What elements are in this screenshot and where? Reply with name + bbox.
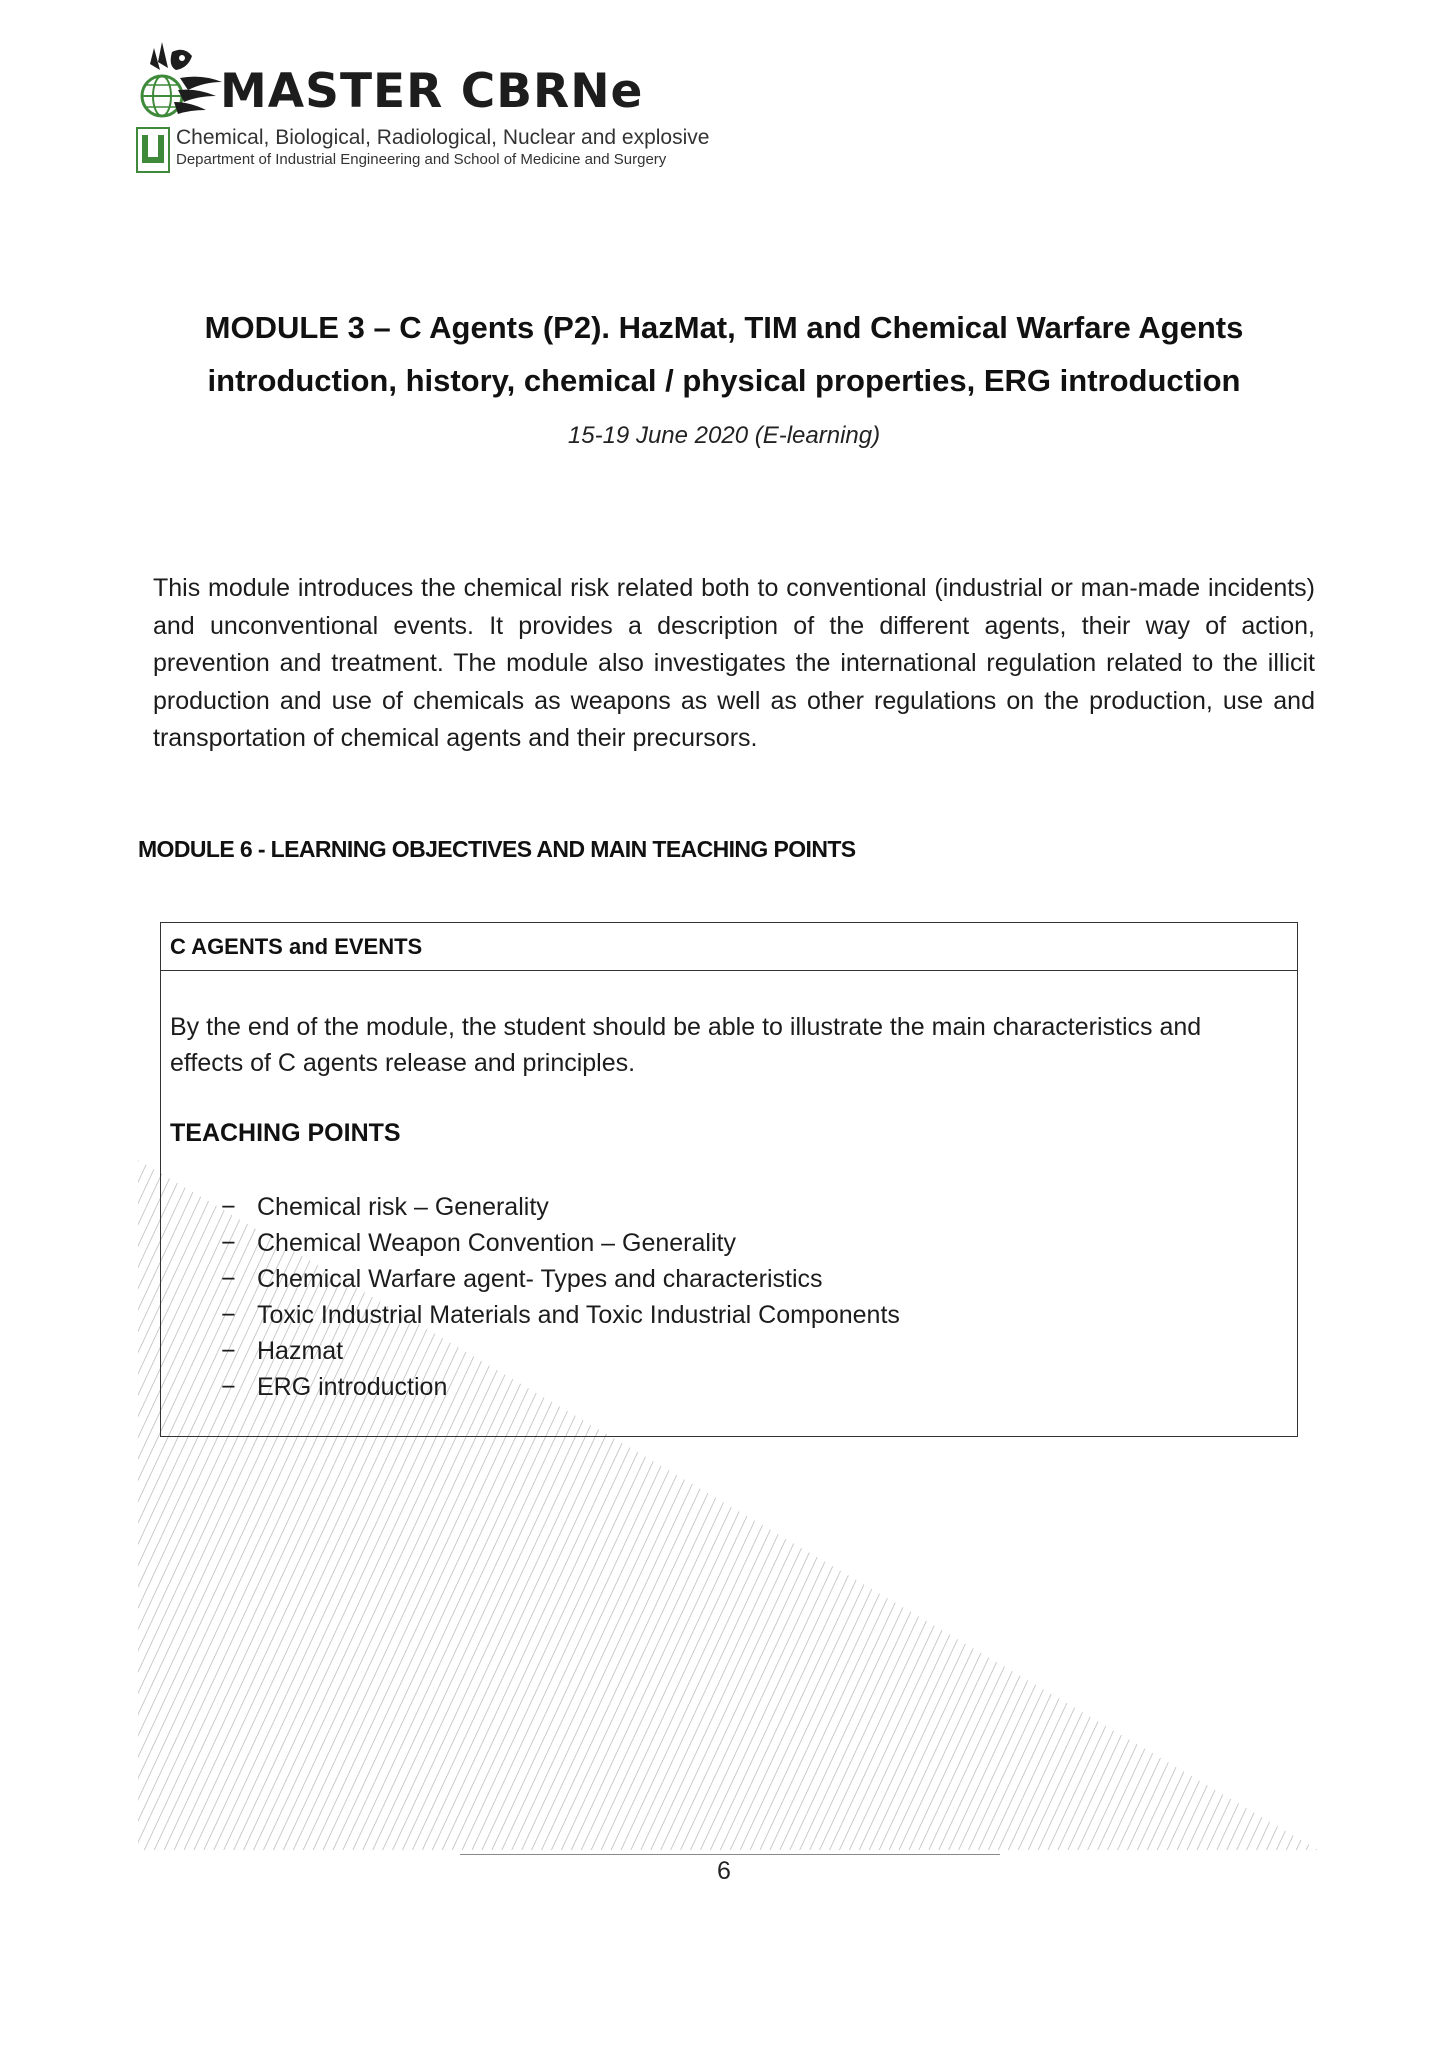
logo-subtitle-line2: Department of Industrial Engineering and School of Medicine and Surgery bbox=[176, 151, 667, 168]
teaching-point-text: Chemical Warfare agent- Types and characteristics bbox=[257, 1265, 823, 1293]
document-date: 15-19 June 2020 (E-learning) bbox=[567, 422, 881, 449]
teaching-point-text: Toxic Industrial Materials and Toxic Industrial Components bbox=[257, 1301, 900, 1329]
bullet-marker: − bbox=[221, 1337, 236, 1365]
teaching-point-text: Chemical Weapon Convention – Generality bbox=[257, 1229, 736, 1257]
box-description: By the end of the module, the student should be able to illustrate the main characteristics and effects of C agents release and principles. bbox=[170, 1013, 1202, 1077]
page-number: 6 bbox=[717, 1857, 731, 1885]
teaching-points-heading: TEACHING POINTS bbox=[170, 1119, 401, 1147]
bullet-marker: − bbox=[221, 1373, 236, 1401]
bullet-marker: − bbox=[221, 1193, 236, 1221]
teaching-point-item bbox=[221, 1369, 900, 1405]
intro-paragraph: This module introduces the chemical risk related both to conventional (industrial or man-made incidents) and unconventional events. It provides a description of the different agents, their way of action, prevention and treatment. The module also investigates the international regulation related to the illicit production and use of chemicals as weapons as well as other regulations on the production, use and transportation of chemical agents and their precursors. bbox=[153, 574, 1315, 752]
teaching-point-text: Hazmat bbox=[257, 1337, 344, 1365]
master-cbrne-logo bbox=[132, 38, 710, 178]
document-title-line2: introduction, history, chemical / physical properties, ERG introduction bbox=[207, 363, 1241, 398]
bullet-marker: − bbox=[221, 1265, 236, 1293]
teaching-point-item bbox=[221, 1189, 900, 1225]
owl-globe-icon bbox=[132, 38, 224, 128]
bullet-marker: − bbox=[221, 1229, 236, 1257]
teaching-point-item bbox=[221, 1261, 900, 1297]
objectives-heading: MODULE 6 - LEARNING OBJECTIVES AND MAIN TEACHING POINTS bbox=[138, 836, 856, 862]
document-title-line1: MODULE 3 – C Agents (P2). HazMat, TIM and Chemical Warfare Agents bbox=[204, 310, 1244, 345]
logo-subtitle-line1: Chemical, Biological, Radiological, Nuclear and explosive bbox=[176, 126, 710, 149]
university-emblem-icon bbox=[136, 127, 170, 173]
teaching-point-text: Chemical risk – Generality bbox=[257, 1193, 549, 1221]
objectives-box bbox=[160, 922, 1298, 1437]
teaching-point-item bbox=[221, 1297, 900, 1333]
teaching-point-item bbox=[221, 1225, 900, 1261]
box-heading: C AGENTS and EVENTS bbox=[161, 923, 1297, 971]
bullet-marker: − bbox=[221, 1301, 236, 1329]
brand-name: MASTER CBRNe bbox=[220, 64, 644, 119]
teaching-point-item bbox=[221, 1333, 900, 1369]
footer-divider bbox=[460, 1854, 1000, 1855]
teaching-points-list bbox=[221, 1189, 900, 1405]
teaching-point-text: ERG introduction bbox=[257, 1373, 448, 1401]
